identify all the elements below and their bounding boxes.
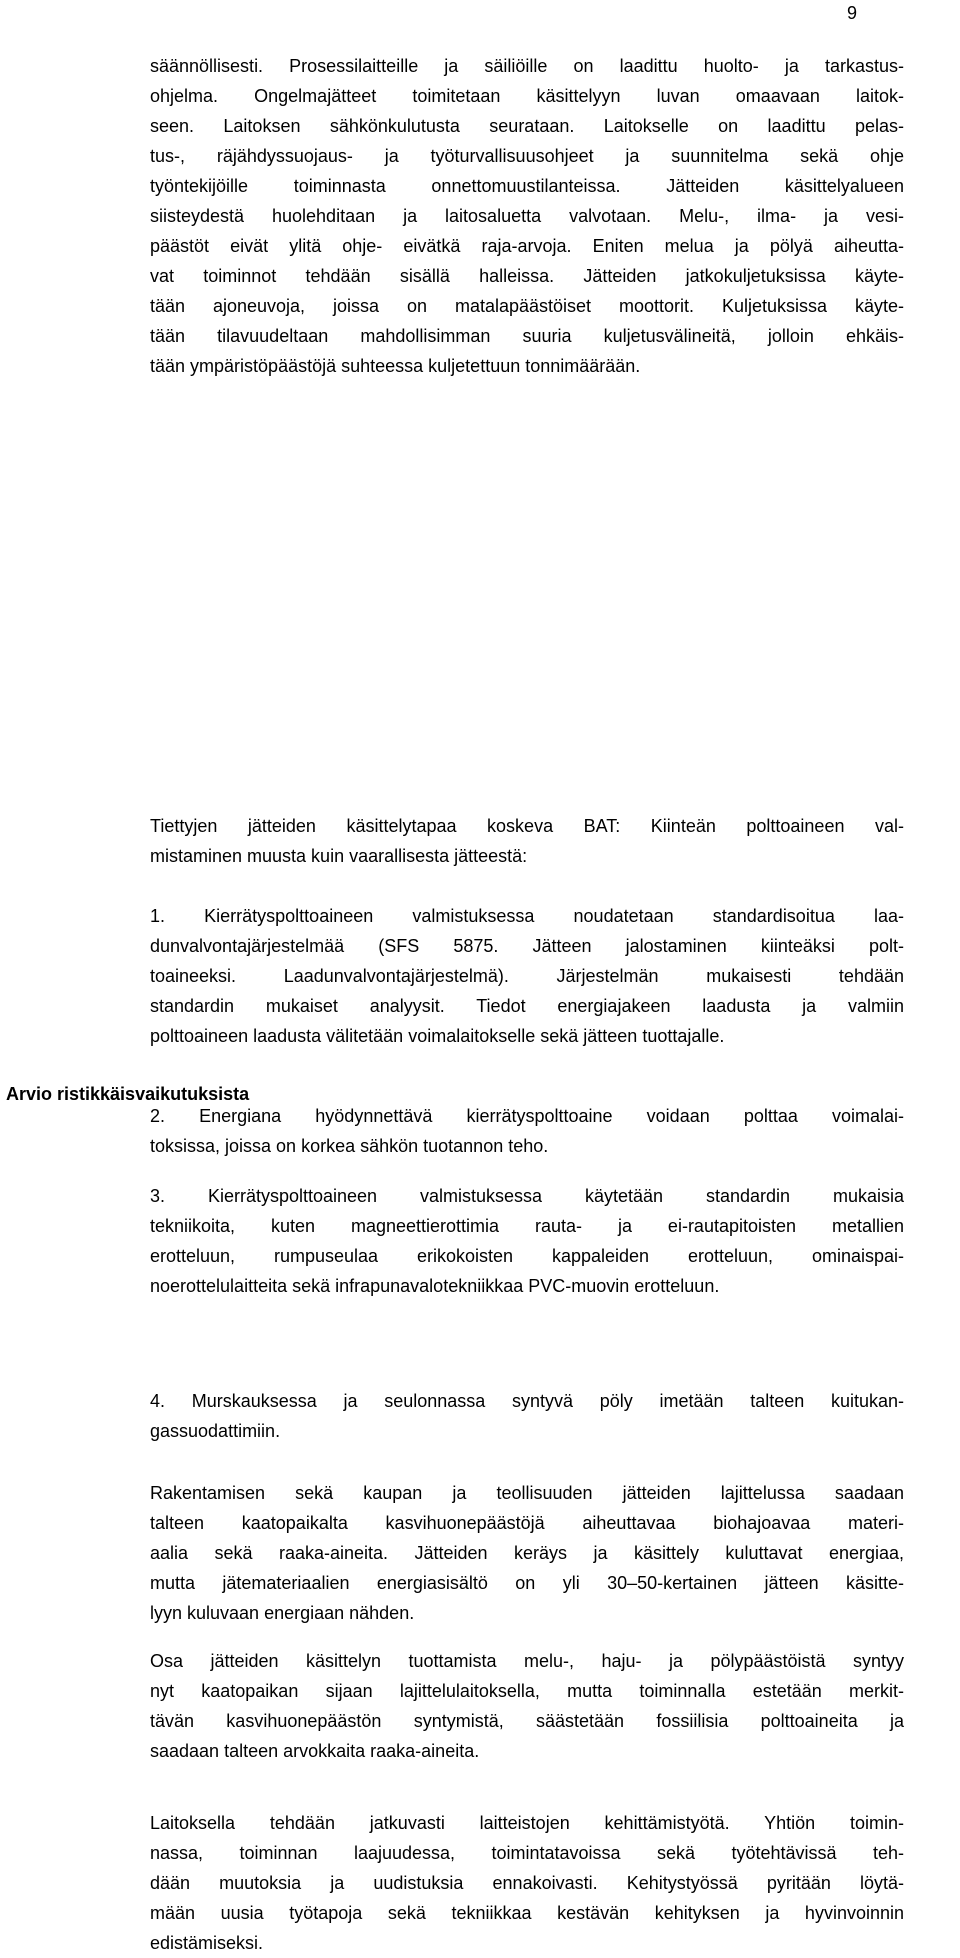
text-line: Tiettyjen jätteiden käsittelytapaa koskeva BAT: Kiinteän polttoaineen val- <box>150 816 904 836</box>
paragraph <box>150 1101 904 1161</box>
text-line: standardin mukaiset analyysit. Tiedot energiajakeen laadusta ja valmiin <box>150 996 904 1016</box>
text-line: tään tilavuudeltaan mahdollisimman suuria kuljetusvälineitä, jolloin ehkäis- <box>150 326 904 346</box>
text-line: päästöt eivät ylitä ohje- eivätkä raja-arvoja. Eniten melua ja pölyä aiheutta- <box>150 236 904 256</box>
text-line: erotteluun, rumpuseulaa erikokoisten kappaleiden erotteluun, ominaispai- <box>150 1246 904 1266</box>
paragraph <box>150 811 904 871</box>
page-number: 9 <box>847 3 858 23</box>
paragraph <box>150 1386 904 1446</box>
text-line: tus-, räjähdyssuojaus- ja työturvallisuusohjeet ja suunnitelma sekä ohje <box>150 146 904 166</box>
paragraph <box>150 1646 904 1766</box>
text-line: lyyn kuluvaan energiaan nähden. <box>150 1603 415 1623</box>
text-line: edistämiseksi. <box>150 1933 264 1953</box>
section-heading: Arvio ristikkäisvaikutuksista <box>6 1084 250 1104</box>
text-line: mään uusia työtapoja sekä tekniikkaa kestävän kehityksen ja hyvinvoinnin <box>150 1903 904 1923</box>
text-line: saadaan talteen arvokkaita raaka-aineita. <box>150 1741 480 1761</box>
text-line: dään muutoksia ja uudistuksia ennakoivasti. Kehitystyössä pyritään löytä- <box>150 1873 904 1893</box>
paragraph <box>150 51 904 381</box>
text-line: talteen kaatopaikalta kasvihuonepäästöjä aiheuttavaa biohajoavaa materi- <box>150 1513 904 1533</box>
text-line: toksissa, joissa on korkea sähkön tuotannon teho. <box>150 1136 549 1156</box>
paragraph <box>150 1478 904 1628</box>
text-line: ohjelma. Ongelmajätteet toimitetaan käsittelyyn luvan omaavaan laitok- <box>150 86 904 106</box>
text-line: 1. Kierrätyspolttoaineen valmistuksessa noudatetaan standardisoitua laa- <box>150 906 904 926</box>
text-line: 4. Murskauksessa ja seulonnassa syntyvä pöly imetään talteen kuitukan- <box>150 1391 904 1411</box>
text-line: nassa, toiminnan laajuudessa, toimintatavoissa sekä työtehtävissä teh- <box>150 1843 904 1863</box>
text-line: Osa jätteiden käsittelyn tuottamista melu-, haju- ja pölypäästöistä syntyy <box>150 1651 904 1671</box>
text-line: gassuodattimiin. <box>150 1421 281 1441</box>
text-line: tekniikoita, kuten magneettierottimia rauta- ja ei-rautapitoisten metallien <box>150 1216 904 1236</box>
text-line: toaineeksi. Laadunvalvontajärjestelmä). Järjestelmän mukaisesti tehdään <box>150 966 904 986</box>
text-line: vat toiminnot tehdään sisällä halleissa. Jätteiden jatkokuljetuksissa käyte- <box>150 266 904 286</box>
text-line: mistaminen muusta kuin vaarallisesta jätteestä: <box>150 846 528 866</box>
text-line: mutta jätemateriaalien energiasisältö on yli 30–50-kertainen jätteen käsitte- <box>150 1573 904 1593</box>
text-line: polttoaineen laadusta välitetään voimalaitokselle sekä jätteen tuottajalle. <box>150 1026 725 1046</box>
paragraph <box>150 1181 904 1301</box>
text-line: tävän kasvihuonepäästön syntymistä, säästetään fossiilisia polttoaineita ja <box>150 1711 904 1731</box>
text-line: tään ympäristöpäästöjä suhteessa kuljetettuun tonnimäärään. <box>150 356 641 376</box>
text-line: siisteydestä huolehditaan ja laitosaluetta valvotaan. Melu-, ilma- ja vesi- <box>150 206 904 226</box>
text-line: Laitoksella tehdään jatkuvasti laitteistojen kehittämistyötä. Yhtiön toimin- <box>150 1813 904 1833</box>
text-line: 2. Energiana hyödynnettävä kierrätyspolttoaine voidaan polttaa voimalai- <box>150 1106 904 1126</box>
text-line: 3. Kierrätyspolttoaineen valmistuksessa käytetään standardin mukaisia <box>150 1186 904 1206</box>
text-line: säännöllisesti. Prosessilaitteille ja säiliöille on laadittu huolto- ja tarkastus- <box>150 56 904 76</box>
text-line: Rakentamisen sekä kaupan ja teollisuuden jätteiden lajittelussa saadaan <box>150 1483 904 1503</box>
text-line: seen. Laitoksen sähkönkulutusta seurataan. Laitokselle on laadittu pelas- <box>150 116 904 136</box>
paragraph <box>150 901 904 1051</box>
text-line: tään ajoneuvoja, joissa on matalapäästöiset moottorit. Kuljetuksissa käyte- <box>150 296 904 316</box>
text-line: aalia sekä raaka-aineita. Jätteiden keräys ja käsittely kuluttavat energiaa, <box>150 1543 904 1563</box>
text-line: dunvalvontajärjestelmää (SFS 5875. Jätteen jalostaminen kiinteäksi polt- <box>150 936 904 956</box>
text-line: noerottelulaitteita sekä infrapunavalotekniikkaa PVC-muovin erotteluun. <box>150 1276 720 1296</box>
paragraph <box>150 1808 904 1958</box>
text-line: työntekijöille toiminnasta onnettomuustilanteissa. Jätteiden käsittelyalueen <box>150 176 904 196</box>
text-line: nyt kaatopaikan sijaan lajittelulaitoksella, mutta toiminnalla estetään merkit- <box>150 1681 904 1701</box>
